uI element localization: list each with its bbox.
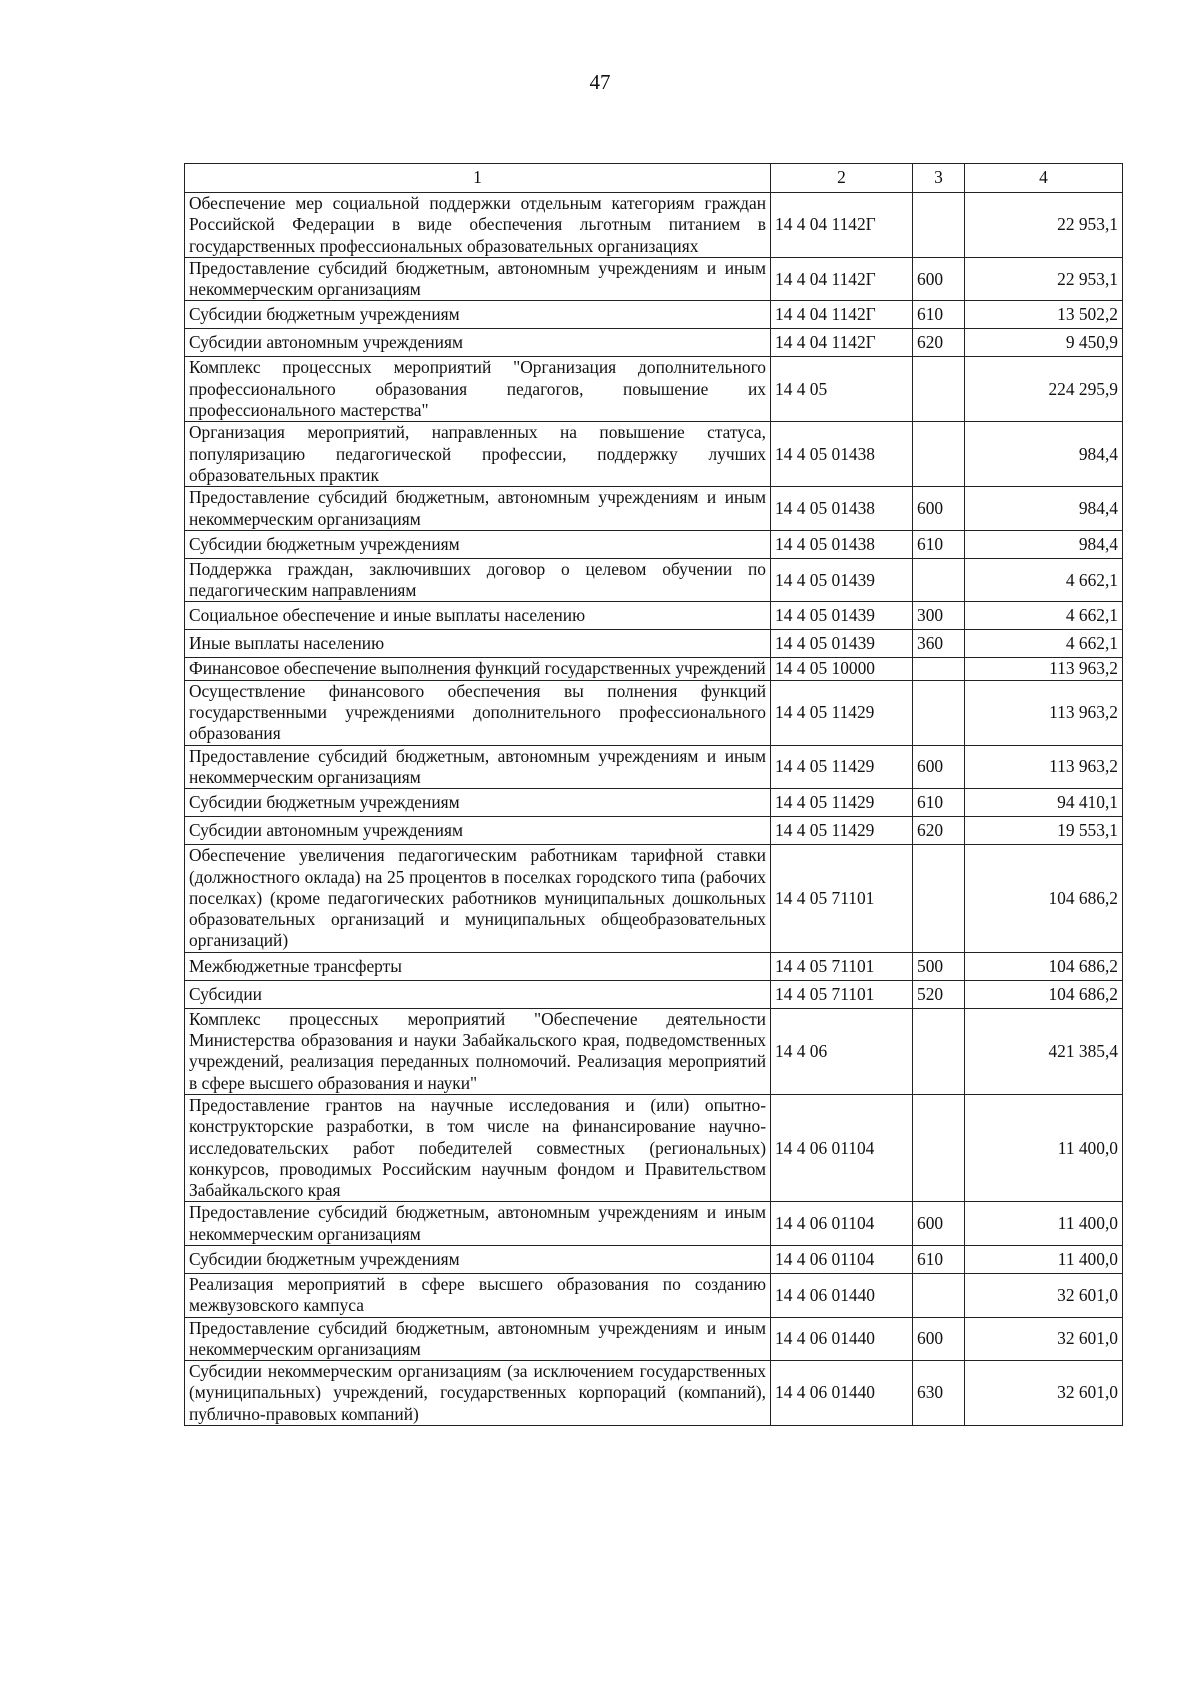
row-expense-type: 620: [913, 329, 965, 357]
table-row: [185, 422, 1123, 487]
row-expense-type: [913, 357, 965, 422]
row-expense-type: [913, 422, 965, 487]
table-header: [185, 164, 1123, 193]
row-expense-type: [913, 658, 965, 680]
row-expense-type: 300: [913, 602, 965, 630]
table-row: [185, 1202, 1123, 1246]
row-code: 14 4 05 11429: [771, 745, 913, 789]
row-amount: 984,4: [965, 487, 1123, 531]
row-amount: 4 662,1: [965, 630, 1123, 658]
table-row: [185, 329, 1123, 357]
row-name: Предоставление субсидий бюджетным, автономным учреждениям и иным некоммерческим организациям: [185, 257, 771, 301]
row-expense-type: [913, 1008, 965, 1094]
row-amount: 19 553,1: [965, 817, 1123, 845]
row-expense-type: 360: [913, 630, 965, 658]
table-row: [185, 789, 1123, 817]
table-row: [185, 1008, 1123, 1094]
row-expense-type: 610: [913, 301, 965, 329]
row-name: Предоставление субсидий бюджетным, автономным учреждениям и иным некоммерческим организациям: [185, 487, 771, 531]
row-expense-type: [913, 845, 965, 952]
row-expense-type: 500: [913, 952, 965, 980]
row-expense-type: 600: [913, 1202, 965, 1246]
row-expense-type: 610: [913, 1245, 965, 1273]
table-row: [185, 530, 1123, 558]
row-expense-type: 620: [913, 817, 965, 845]
row-name: Предоставление субсидий бюджетным, автономным учреждениям и иным некоммерческим организациям: [185, 1317, 771, 1361]
table-row: [185, 257, 1123, 301]
row-code: 14 4 05 01438: [771, 487, 913, 531]
row-amount: 104 686,2: [965, 952, 1123, 980]
row-amount: 32 601,0: [965, 1361, 1123, 1426]
header-col-amount: 4: [965, 164, 1123, 193]
row-amount: 984,4: [965, 422, 1123, 487]
row-name: Субсидии бюджетным учреждениям: [185, 789, 771, 817]
table-row: [185, 558, 1123, 602]
row-expense-type: [913, 1273, 965, 1317]
table-body: [185, 193, 1123, 1426]
page-number: 47: [589, 70, 611, 94]
row-code: 14 4 05 01439: [771, 558, 913, 602]
row-amount: 13 502,2: [965, 301, 1123, 329]
row-code: 14 4 05 10000: [771, 658, 913, 680]
row-name: Осуществление финансового обеспечения вы полнения функций государственными учреждениями дополнительного профессионального образования: [185, 680, 771, 745]
header-col-expense-type: 3: [913, 164, 965, 193]
row-name: Обеспечение мер социальной поддержки отдельным категориям граждан Российской Федерации в виде обеспечения льготным питанием в государственных профессиональных образовательных организациях: [185, 193, 771, 258]
table-row: [185, 817, 1123, 845]
row-code: 14 4 04 1142Г: [771, 301, 913, 329]
row-name: Социальное обеспечение и иные выплаты населению: [185, 602, 771, 630]
row-code: 14 4 06 01440: [771, 1273, 913, 1317]
row-expense-type: 610: [913, 789, 965, 817]
row-name: Комплекс процессных мероприятий "Организация дополнительного профессионального образования педагогов, повышение их профессионального мастерства": [185, 357, 771, 422]
header-col-code: 2: [771, 164, 913, 193]
table-row: [185, 980, 1123, 1008]
row-amount: 224 295,9: [965, 357, 1123, 422]
row-name: Субсидии бюджетным учреждениям: [185, 301, 771, 329]
table-row: [185, 487, 1123, 531]
row-name: Субсидии бюджетным учреждениям: [185, 1245, 771, 1273]
row-code: 14 4 05 01438: [771, 422, 913, 487]
row-amount: 113 963,2: [965, 680, 1123, 745]
table-row: [185, 630, 1123, 658]
header-row: [185, 164, 1123, 193]
row-code: 14 4 05: [771, 357, 913, 422]
row-amount: 104 686,2: [965, 845, 1123, 952]
row-name: Субсидии бюджетным учреждениям: [185, 530, 771, 558]
row-code: 14 4 06: [771, 1008, 913, 1094]
row-code: 14 4 05 01438: [771, 530, 913, 558]
row-amount: 11 400,0: [965, 1094, 1123, 1201]
row-amount: 984,4: [965, 530, 1123, 558]
row-name: Межбюджетные трансферты: [185, 952, 771, 980]
table-row: [185, 602, 1123, 630]
row-code: 14 4 04 1142Г: [771, 329, 913, 357]
row-name: Предоставление субсидий бюджетным, автономным учреждениям и иным некоммерческим организациям: [185, 1202, 771, 1246]
row-expense-type: [913, 1094, 965, 1201]
row-amount: 4 662,1: [965, 558, 1123, 602]
row-amount: 11 400,0: [965, 1202, 1123, 1246]
table-row: [185, 357, 1123, 422]
row-name: Субсидии автономным учреждениям: [185, 329, 771, 357]
row-amount: 104 686,2: [965, 980, 1123, 1008]
table-row: [185, 845, 1123, 952]
row-amount: 11 400,0: [965, 1245, 1123, 1273]
table-row: [185, 1361, 1123, 1426]
row-expense-type: [913, 680, 965, 745]
row-name: Субсидии: [185, 980, 771, 1008]
row-name: Обеспечение увеличения педагогическим работникам тарифной ставки (должностного оклада) на 25 процентов в поселках городского типа (рабочих поселках) (кроме педагогических работников муниципальных дошкольных образовательных организаций и муниципальных общеобразовательных организаций): [185, 845, 771, 952]
table-row: [185, 301, 1123, 329]
row-expense-type: 600: [913, 1317, 965, 1361]
row-code: 14 4 05 01439: [771, 630, 913, 658]
row-code: 14 4 05 01439: [771, 602, 913, 630]
row-code: 14 4 05 71101: [771, 980, 913, 1008]
row-code: 14 4 06 01440: [771, 1317, 913, 1361]
budget-table: [184, 163, 1123, 1426]
row-name: Финансовое обеспечение выполнения функций государственных учреждений: [185, 658, 771, 680]
row-name: Поддержка граждан, заключивших договор о целевом обучении по педагогическим направлениям: [185, 558, 771, 602]
row-name: Предоставление субсидий бюджетным, автономным учреждениям и иным некоммерческим организациям: [185, 745, 771, 789]
row-code: 14 4 05 71101: [771, 952, 913, 980]
row-amount: 421 385,4: [965, 1008, 1123, 1094]
row-amount: 94 410,1: [965, 789, 1123, 817]
row-code: 14 4 05 11429: [771, 789, 913, 817]
row-expense-type: [913, 558, 965, 602]
row-amount: 32 601,0: [965, 1317, 1123, 1361]
row-code: 14 4 06 01104: [771, 1245, 913, 1273]
row-code: 14 4 06 01104: [771, 1202, 913, 1246]
row-name: Иные выплаты населению: [185, 630, 771, 658]
table-row: [185, 745, 1123, 789]
row-amount: 22 953,1: [965, 257, 1123, 301]
row-code: 14 4 04 1142Г: [771, 193, 913, 258]
row-expense-type: 600: [913, 745, 965, 789]
table-row: [185, 193, 1123, 258]
row-amount: 9 450,9: [965, 329, 1123, 357]
row-expense-type: 600: [913, 487, 965, 531]
table-row: [185, 1245, 1123, 1273]
row-amount: 32 601,0: [965, 1273, 1123, 1317]
row-expense-type: 600: [913, 257, 965, 301]
row-code: 14 4 06 01440: [771, 1361, 913, 1426]
table-row: [185, 658, 1123, 680]
row-code: 14 4 06 01104: [771, 1094, 913, 1201]
row-amount: 22 953,1: [965, 193, 1123, 258]
row-name: Субсидии некоммерческим организациям (за исключением государственных (муниципальных) учреждений, государственных корпораций (компаний), публично-правовых компаний): [185, 1361, 771, 1426]
table-row: [185, 680, 1123, 745]
row-name: Организация мероприятий, направленных на повышение статуса, популяризацию педагогической профессии, поддержку лучших образовательных практик: [185, 422, 771, 487]
row-amount: 113 963,2: [965, 745, 1123, 789]
row-name: Субсидии автономным учреждениям: [185, 817, 771, 845]
row-expense-type: 520: [913, 980, 965, 1008]
table-row: [185, 1273, 1123, 1317]
row-amount: 113 963,2: [965, 658, 1123, 680]
table-row: [185, 1317, 1123, 1361]
row-amount: 4 662,1: [965, 602, 1123, 630]
row-name: Комплекс процессных мероприятий "Обеспечение деятельности Министерства образования и науки Забайкальского края, подведомственных учреждений, реализация переданных полномочий. Реализация мероприятий в сфере высшего образования и науки": [185, 1008, 771, 1094]
row-expense-type: 610: [913, 530, 965, 558]
row-code: 14 4 05 71101: [771, 845, 913, 952]
row-expense-type: 630: [913, 1361, 965, 1426]
row-name: Реализация мероприятий в сфере высшего образования по созданию межвузовского кампуса: [185, 1273, 771, 1317]
row-name: Предоставление грантов на научные исследования и (или) опытно-конструкторские разработки, в том числе на финансирование научно-исследовательских работ победителей совместных (региональных) конкурсов, проводимых Российским научным фондом и Правительством Забайкальского края: [185, 1094, 771, 1201]
row-code: 14 4 05 11429: [771, 680, 913, 745]
row-code: 14 4 05 11429: [771, 817, 913, 845]
table-row: [185, 952, 1123, 980]
header-col-name: 1: [185, 164, 771, 193]
row-code: 14 4 04 1142Г: [771, 257, 913, 301]
row-expense-type: [913, 193, 965, 258]
table-row: [185, 1094, 1123, 1201]
